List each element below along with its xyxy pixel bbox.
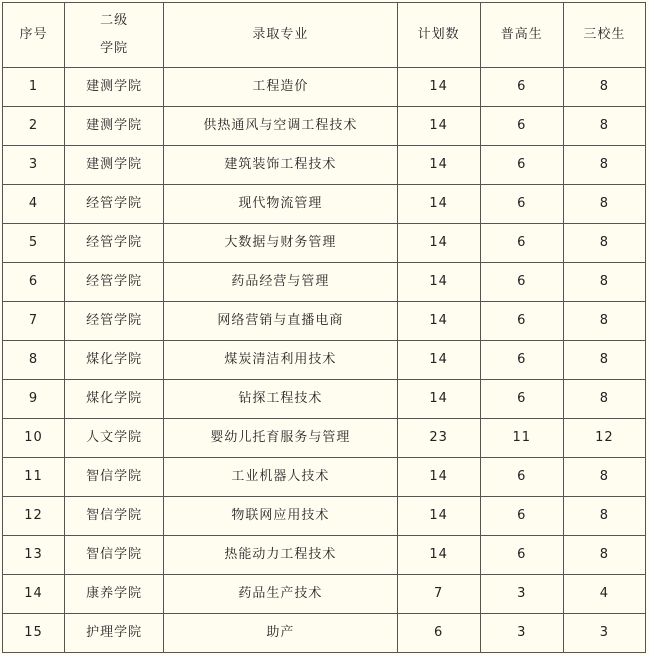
cell-no: 10 xyxy=(3,419,65,458)
cell-plan: 14 xyxy=(397,458,480,497)
table-row xyxy=(3,575,646,614)
cell-no: 14 xyxy=(3,575,65,614)
cell-no: 7 xyxy=(3,302,65,341)
cell-no: 13 xyxy=(3,536,65,575)
table-row xyxy=(3,536,646,575)
cell-no: 4 xyxy=(3,185,65,224)
cell-major: 煤炭清洁利用技术 xyxy=(164,341,397,380)
cell-pugao: 6 xyxy=(480,302,563,341)
cell-college: 煤化学院 xyxy=(65,380,164,419)
table-row xyxy=(3,419,646,458)
cell-college: 煤化学院 xyxy=(65,341,164,380)
cell-sanxiao: 8 xyxy=(563,341,645,380)
cell-sanxiao: 8 xyxy=(563,263,645,302)
table-row xyxy=(3,458,646,497)
table-row xyxy=(3,107,646,146)
cell-college: 经管学院 xyxy=(65,302,164,341)
cell-sanxiao: 12 xyxy=(563,419,645,458)
cell-pugao: 6 xyxy=(480,224,563,263)
cell-sanxiao: 4 xyxy=(563,575,645,614)
cell-sanxiao: 8 xyxy=(563,68,645,107)
cell-major: 供热通风与空调工程技术 xyxy=(164,107,397,146)
cell-major: 婴幼儿托育服务与管理 xyxy=(164,419,397,458)
cell-plan: 14 xyxy=(397,536,480,575)
cell-pugao: 3 xyxy=(480,614,563,653)
cell-plan: 7 xyxy=(397,575,480,614)
table-row xyxy=(3,341,646,380)
cell-college: 经管学院 xyxy=(65,185,164,224)
table-row xyxy=(3,302,646,341)
cell-sanxiao: 8 xyxy=(563,497,645,536)
cell-major: 大数据与财务管理 xyxy=(164,224,397,263)
cell-pugao: 6 xyxy=(480,146,563,185)
cell-major: 钻探工程技术 xyxy=(164,380,397,419)
cell-plan: 14 xyxy=(397,224,480,263)
cell-no: 2 xyxy=(3,107,65,146)
cell-pugao: 6 xyxy=(480,458,563,497)
table-row xyxy=(3,380,646,419)
table-row xyxy=(3,224,646,263)
cell-sanxiao: 8 xyxy=(563,458,645,497)
cell-sanxiao: 8 xyxy=(563,536,645,575)
cell-plan: 14 xyxy=(397,107,480,146)
cell-college: 智信学院 xyxy=(65,536,164,575)
table-row xyxy=(3,614,646,653)
cell-college: 建测学院 xyxy=(65,68,164,107)
table-row xyxy=(3,263,646,302)
cell-sanxiao: 8 xyxy=(563,302,645,341)
cell-sanxiao: 8 xyxy=(563,224,645,263)
header-college xyxy=(65,3,164,68)
cell-plan: 14 xyxy=(397,146,480,185)
cell-sanxiao: 8 xyxy=(563,380,645,419)
table-row xyxy=(3,497,646,536)
cell-college: 护理学院 xyxy=(65,614,164,653)
cell-no: 6 xyxy=(3,263,65,302)
cell-pugao: 6 xyxy=(480,380,563,419)
cell-major: 助产 xyxy=(164,614,397,653)
cell-plan: 23 xyxy=(397,419,480,458)
cell-plan: 14 xyxy=(397,380,480,419)
header-row xyxy=(3,3,646,68)
enrollment-table xyxy=(2,2,646,653)
cell-pugao: 6 xyxy=(480,68,563,107)
cell-no: 5 xyxy=(3,224,65,263)
cell-major: 现代物流管理 xyxy=(164,185,397,224)
table-body xyxy=(3,68,646,653)
cell-major: 物联网应用技术 xyxy=(164,497,397,536)
cell-college: 建测学院 xyxy=(65,146,164,185)
cell-pugao: 6 xyxy=(480,341,563,380)
header-plan: 计划数 xyxy=(397,3,480,68)
cell-sanxiao: 8 xyxy=(563,107,645,146)
cell-no: 11 xyxy=(3,458,65,497)
cell-college: 建测学院 xyxy=(65,107,164,146)
cell-college: 智信学院 xyxy=(65,497,164,536)
cell-pugao: 6 xyxy=(480,185,563,224)
cell-pugao: 6 xyxy=(480,497,563,536)
cell-plan: 14 xyxy=(397,185,480,224)
cell-college: 经管学院 xyxy=(65,263,164,302)
header-pugao: 普高生 xyxy=(480,3,563,68)
table-row xyxy=(3,68,646,107)
cell-no: 12 xyxy=(3,497,65,536)
table-row xyxy=(3,146,646,185)
cell-pugao: 3 xyxy=(480,575,563,614)
cell-plan: 6 xyxy=(397,614,480,653)
cell-college: 人文学院 xyxy=(65,419,164,458)
table-header xyxy=(3,3,646,68)
cell-major: 热能动力工程技术 xyxy=(164,536,397,575)
cell-plan: 14 xyxy=(397,341,480,380)
table-row xyxy=(3,185,646,224)
cell-college: 康养学院 xyxy=(65,575,164,614)
header-college-line1: 二级 xyxy=(100,13,129,28)
cell-pugao: 6 xyxy=(480,263,563,302)
cell-sanxiao: 3 xyxy=(563,614,645,653)
cell-major: 工程造价 xyxy=(164,68,397,107)
header-college-line2: 学院 xyxy=(100,41,129,56)
cell-no: 8 xyxy=(3,341,65,380)
cell-sanxiao: 8 xyxy=(563,146,645,185)
cell-pugao: 6 xyxy=(480,536,563,575)
cell-major: 药品经营与管理 xyxy=(164,263,397,302)
cell-pugao: 6 xyxy=(480,107,563,146)
cell-no: 3 xyxy=(3,146,65,185)
header-major: 录取专业 xyxy=(164,3,397,68)
cell-no: 15 xyxy=(3,614,65,653)
cell-college: 智信学院 xyxy=(65,458,164,497)
cell-college: 经管学院 xyxy=(65,224,164,263)
cell-no: 9 xyxy=(3,380,65,419)
header-sanxiao: 三校生 xyxy=(563,3,645,68)
header-no: 序号 xyxy=(3,3,65,68)
cell-major: 网络营销与直播电商 xyxy=(164,302,397,341)
cell-plan: 14 xyxy=(397,263,480,302)
cell-pugao: 11 xyxy=(480,419,563,458)
cell-plan: 14 xyxy=(397,497,480,536)
cell-major: 工业机器人技术 xyxy=(164,458,397,497)
cell-plan: 14 xyxy=(397,302,480,341)
cell-sanxiao: 8 xyxy=(563,185,645,224)
cell-major: 建筑装饰工程技术 xyxy=(164,146,397,185)
cell-major: 药品生产技术 xyxy=(164,575,397,614)
cell-plan: 14 xyxy=(397,68,480,107)
cell-no: 1 xyxy=(3,68,65,107)
